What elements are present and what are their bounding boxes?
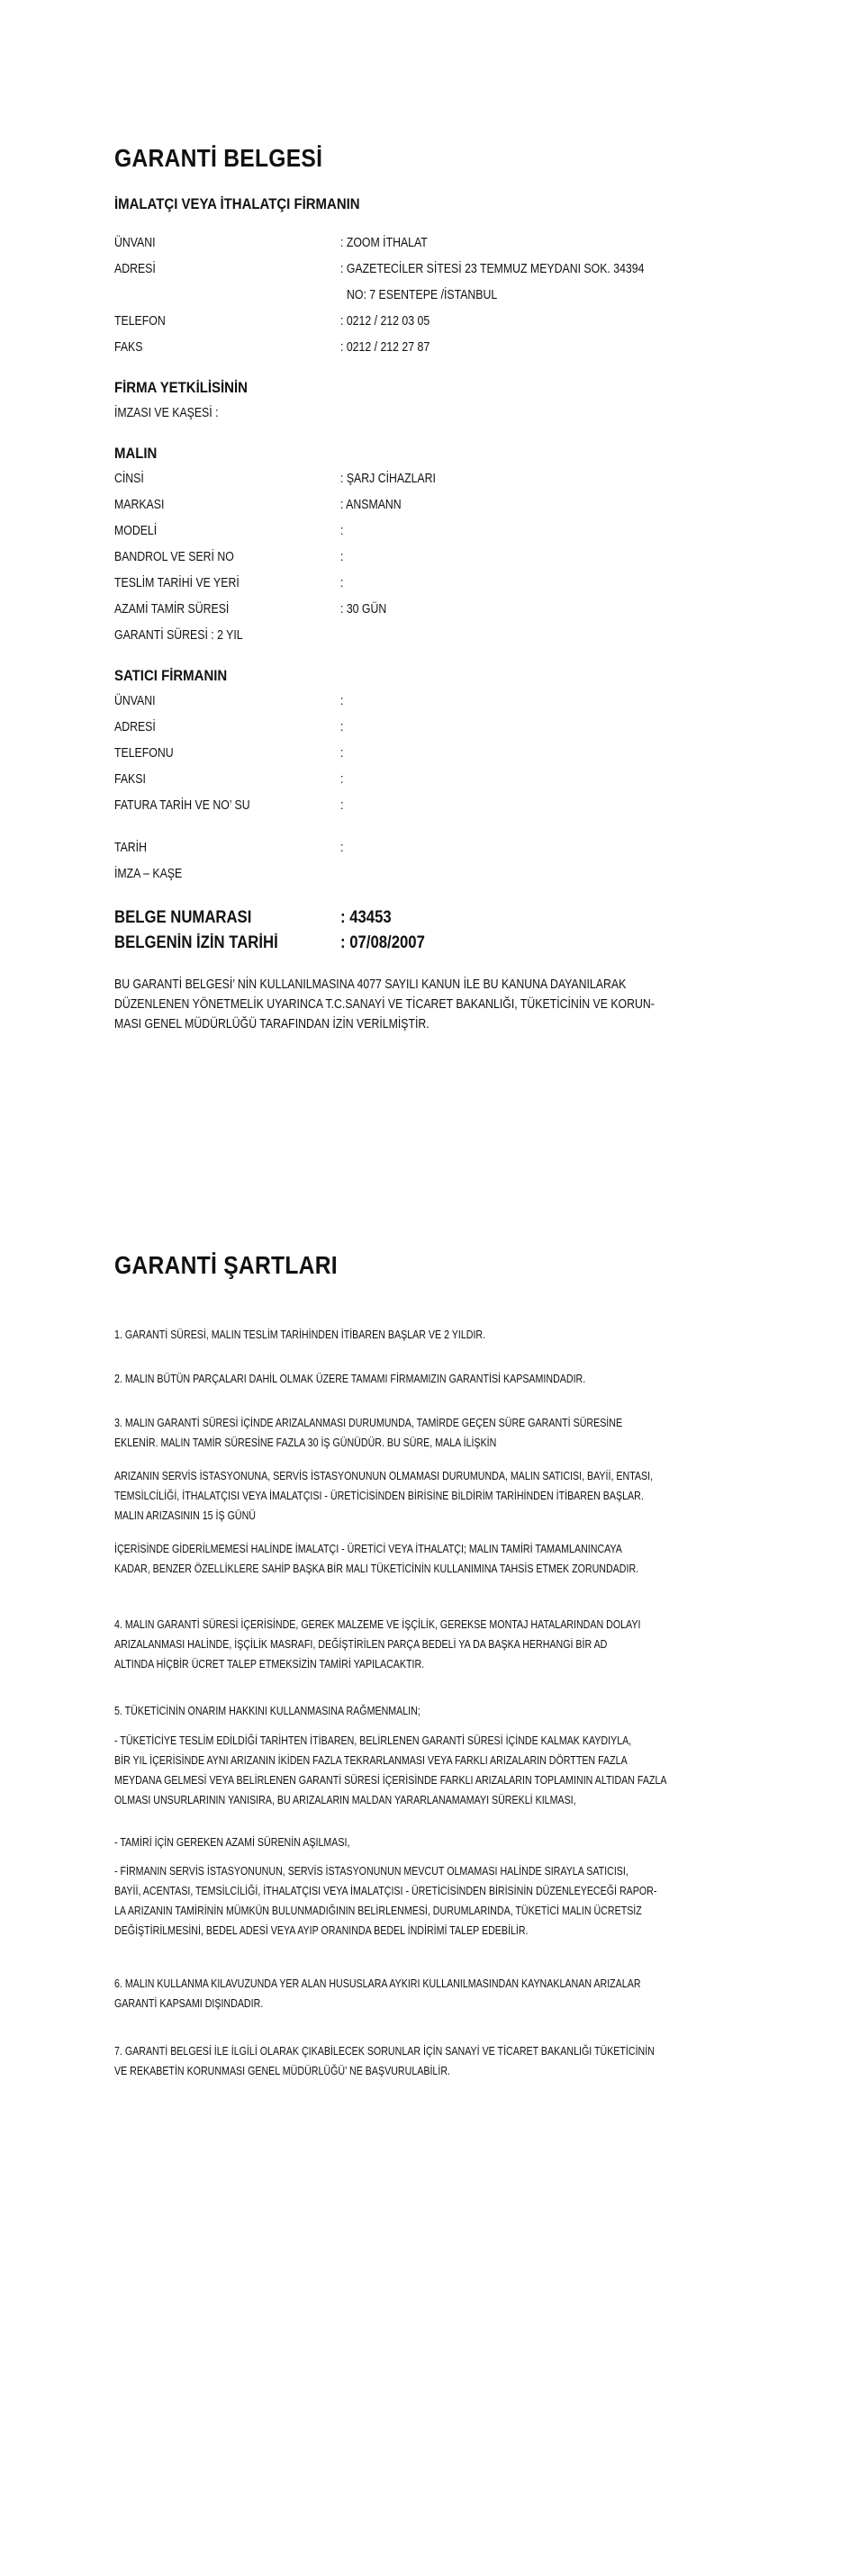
manufacturer-label: ÜNVANI [114, 235, 156, 250]
seller-label: ÜNVANI [114, 693, 156, 708]
condition-item [114, 1615, 640, 1674]
authority-heading: FİRMA YETKİLİSİNİN [114, 379, 248, 396]
condition-line: - FİRMANIN SERVİS İSTASYONUNUN, SERVİS İSTASYONUNUN MEVCUT OLMAMASI HALİNDE SIRAYLA SATICISI, [114, 1864, 628, 1878]
product-value: : [340, 523, 344, 538]
product-label: MARKASI [114, 497, 165, 512]
condition-line: BAYİİ, ACENTASI, TEMSİLCİLİĞİ, İTHALATÇISI VEYA İMALATÇISI - ÜRETİCİSİNDEN BİRİSİNİN DÜZENLEYECEĞİ RAPOR- [114, 1884, 657, 1897]
condition-line: ARIZALANMASI HALİNDE, İŞÇİLİK MASRAFI, DEĞİŞTİRİLEN PARÇA BEDELİ YA DA BAŞKA HERHANGİ BİR AD [114, 1637, 608, 1651]
product-value: : ŞARJ CİHAZLARI [340, 471, 436, 486]
manufacturer-label: TELEFON [114, 313, 166, 329]
seller-heading: SATICI FİRMANIN [114, 667, 228, 684]
condition-item [114, 1369, 585, 1389]
warranty-period: GARANTİ SÜRESİ : 2 YIL [114, 627, 243, 643]
condition-item [114, 1833, 349, 1852]
document-number-value: : 43453 [340, 908, 392, 927]
condition-line: MEYDANA GELMESİ VEYA BELİRLENEN GARANTİ SÜRESİ İÇERİSİNDE FARKLI ARIZALARIN TOPLAMININ ALTIDAN FAZLA [114, 1773, 667, 1787]
condition-line: BİR YIL İÇERİSİNDE AYNI ARIZANIN İKİDEN FAZLA TEKRARLANMASI VEYA FARKLI ARIZALARIN DÖRTTEN FAZLA [114, 1753, 628, 1767]
seller-date-value: : [340, 840, 344, 855]
manufacturer-value: NO: 7 ESENTEPE /İSTANBUL [347, 287, 498, 302]
document-date-label: BELGENİN İZİN TARİHİ [114, 933, 278, 952]
conditions-title: GARANTİ ŞARTLARI [114, 1251, 338, 1279]
document-number-label: BELGE NUMARASI [114, 908, 252, 927]
product-label: AZAMİ TAMİR SÜRESİ [114, 601, 230, 617]
legal-notice-line: BU GARANTİ BELGESİ’ NİN KULLANILMASINA 4077 SAYILI KANUN İLE BU KANUNA DAYANILARAK [114, 977, 627, 992]
product-label: BANDROL VE SERİ NO [114, 549, 234, 564]
seller-label: ADRESİ [114, 719, 156, 734]
condition-line: MALIN ARIZASININ 15 İŞ GÜNÜ [114, 1509, 256, 1522]
condition-line: GARANTİ KAPSAMI DIŞINDADIR. [114, 1996, 264, 2010]
condition-line: 4. MALIN GARANTİ SÜRESİ İÇERİSİNDE, GEREK MALZEME VE İŞÇİLİK, GEREKSE MONTAJ HATALARINDAN DOLAYI [114, 1617, 641, 1631]
condition-item [114, 2041, 655, 2081]
condition-line: 7. GARANTİ BELGESİ İLE İLGİLİ OLARAK ÇIKABİLECEK SORUNLAR İÇİN SANAYİ VE TİCARET BAKANLIĞI TÜKETİCİNİN [114, 2044, 655, 2058]
seller-value: : [340, 719, 344, 734]
manufacturer-label: FAKS [114, 339, 143, 355]
condition-line: OLMASI UNSURLARININ YANISIRA, BU ARIZALARIN MALDAN YARARLANAMAMAYI SÜREKLİ KILMASI, [114, 1793, 576, 1806]
condition-line: ARIZANIN SERVİS İSTASYONUNA, SERVİS İSTASYONUNUN OLMAMASI DURUMUNDA, MALIN SATICISI, BAYİİ, ENTASI, [114, 1469, 654, 1482]
seller-value: : [340, 797, 344, 813]
condition-line: VE REKABETİN KORUNMASI GENEL MÜDÜRLÜĞÜ’ NE BAŞVURULABİLİR. [114, 2064, 450, 2077]
seller-value: : [340, 745, 344, 761]
seller-label: FATURA TARİH VE NO’ SU [114, 797, 250, 813]
manufacturer-value: : GAZETECİLER SİTESİ 23 TEMMUZ MEYDANI SOK. 34394 [340, 261, 645, 276]
page-title: GARANTİ BELGESİ [114, 144, 323, 172]
condition-line: DEĞİŞTİRİLMESİNİ, BEDEL ADESİ VEYA AYIP ORANINDA BEDEL İNDİRİMİ TALEP EDEBİLİR. [114, 1923, 529, 1937]
condition-line: LA ARIZANIN TAMİRİNİN MÜMKÜN BULUNMADIĞININ BELİRLENMESİ, DURUMLARINDA, TÜKETİCİ MALIN ÜCRETSİZ [114, 1904, 642, 1917]
manufacturer-value: : 0212 / 212 03 05 [340, 313, 430, 329]
seller-sign-label: İMZA – KAŞE [114, 866, 183, 881]
condition-line: İÇERİSİNDE GİDERİLMEMESİ HALİNDE İMALATÇI - ÜRETİCİ VEYA İTHALATÇI; MALIN TAMİRİ TAMAMLANINCAYA [114, 1542, 622, 1555]
legal-notice-line: DÜZENLENEN YÖNETMELİK UYARINCA T.C.SANAYİ VE TİCARET BAKANLIĞI, TÜKETİCİNİN VE KORUN- [114, 996, 655, 1012]
condition-item [114, 1974, 641, 2013]
product-label: TESLİM TARİHİ VE YERİ [114, 575, 240, 590]
manufacturer-heading: İMALATÇI VEYA İTHALATÇI FİRMANIN [114, 195, 360, 212]
manufacturer-value: : 0212 / 212 27 87 [340, 339, 430, 355]
condition-item [114, 1325, 485, 1345]
manufacturer-label: ADRESİ [114, 261, 156, 276]
condition-item [114, 1701, 420, 1721]
seller-value: : [340, 771, 344, 787]
product-value: : ANSMANN [340, 497, 402, 512]
product-label: CİNSİ [114, 471, 144, 486]
condition-line: 3. MALIN GARANTİ SÜRESİ İÇİNDE ARIZALANMASI DURUMUNDA, TAMİRDE GEÇEN SÜRE GARANTİ SÜRESİNE [114, 1416, 623, 1429]
product-value: : [340, 549, 344, 564]
seller-date-label: TARİH [114, 840, 147, 855]
condition-item [114, 1413, 622, 1453]
condition-line: 1. GARANTİ SÜRESİ, MALIN TESLİM TARİHİNDEN İTİBAREN BAŞLAR VE 2 YILDIR. [114, 1328, 486, 1341]
seller-label: TELEFONU [114, 745, 174, 761]
authority-signature-label: İMZASI VE KAŞESİ : [114, 405, 219, 420]
legal-notice-line: MASI GENEL MÜDÜRLÜĞÜ TARAFINDAN İZİN VERİLMİŞTİR. [114, 1016, 430, 1031]
product-value: : 30 GÜN [340, 601, 387, 617]
condition-line: - TAMİRİ İÇİN GEREKEN AZAMİ SÜRENİN AŞILMASI, [114, 1835, 350, 1849]
product-value: : [340, 575, 344, 590]
condition-item [114, 1861, 656, 1941]
condition-line: 6. MALIN KULLANMA KILAVUZUNDA YER ALAN HUSUSLARA AYKIRI KULLANILMASINDAN KAYNAKLANAN ARIZALAR [114, 1977, 641, 1990]
seller-label: FAKSI [114, 771, 146, 787]
seller-value: : [340, 693, 344, 708]
condition-item [114, 1539, 638, 1579]
condition-line: TEMSİLCİLİĞİ, İTHALATÇISI VEYA İMALATÇISI - ÜRETİCİSİNDEN BİRİSİNE BİLDİRİM TARİHİNDEN İTİBAREN BAŞLAR. [114, 1489, 644, 1502]
condition-line: ALTINDA HİÇBİR ÜCRET TALEP ETMEKSİZİN TAMİRİ YAPILACAKTIR. [114, 1657, 425, 1671]
condition-line: KADAR, BENZER ÖZELLİKLERE SAHİP BAŞKA BİR MALI TÜKETİCİNİN KULLANIMINA TAHSİS ETMEK ZORUNDADIR. [114, 1562, 639, 1575]
condition-line: - TÜKETİCİYE TESLİM EDİLDİĞİ TARİHTEN İTİBAREN, BELİRLENEN GARANTİ SÜRESİ İÇİNDE KALMAK KAYDIYLA, [114, 1734, 632, 1747]
document-date-value: : 07/08/2007 [340, 933, 425, 952]
manufacturer-value: : ZOOM İTHALAT [340, 235, 428, 250]
condition-line: 2. MALIN BÜTÜN PARÇALARI DAHİL OLMAK ÜZERE TAMAMI FİRMAMIZIN GARANTİSİ KAPSAMINDADIR. [114, 1372, 586, 1385]
condition-item [114, 1466, 653, 1526]
condition-item [114, 1731, 667, 1810]
legal-notice [114, 975, 655, 1034]
condition-line: 5. TÜKETİCİNİN ONARIM HAKKINI KULLANMASINA RAĞMENMALIN; [114, 1704, 420, 1717]
product-heading: MALIN [114, 445, 158, 462]
product-label: MODELİ [114, 523, 158, 538]
condition-line: EKLENİR. MALIN TAMİR SÜRESİNE FAZLA 30 İŞ GÜNÜDÜR. BU SÜRE, MALA İLİŞKİN [114, 1436, 497, 1449]
